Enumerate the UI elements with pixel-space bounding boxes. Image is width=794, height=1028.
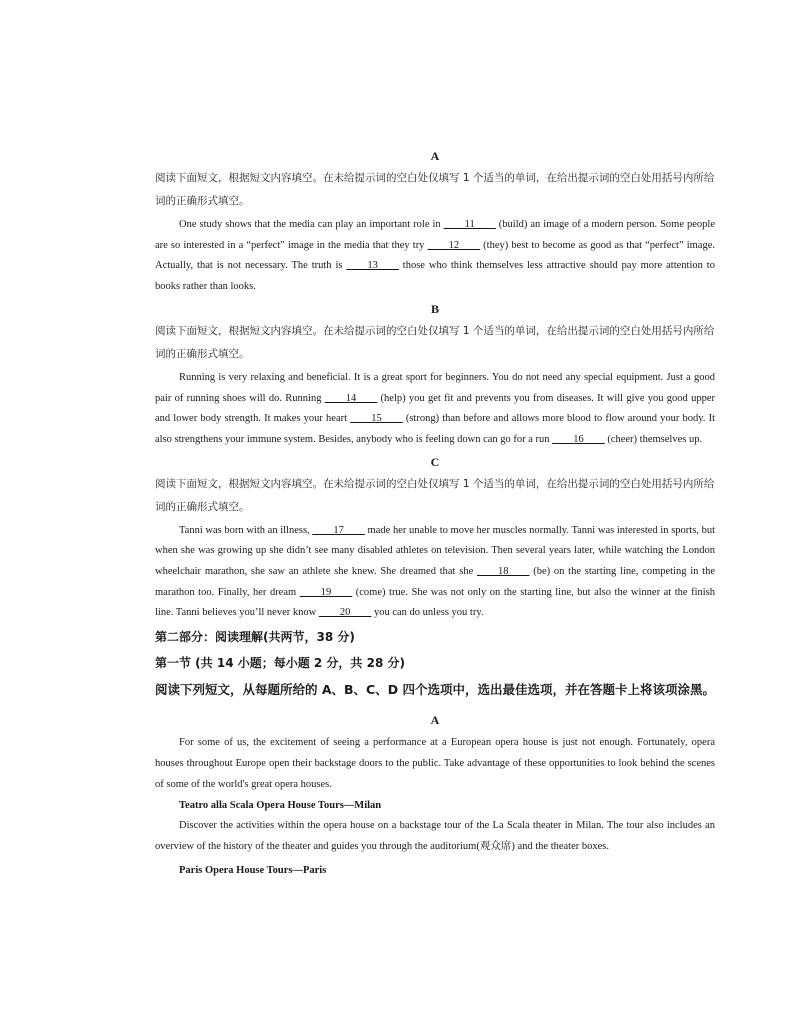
- section-c-instruction: 阅读下面短文，根据短文内容填空。在未给提示词的空白处仅填写 1 个适当的单词，在给出提示词的空白处用括号内所给词的正确形式填空。: [155, 477, 715, 513]
- section-b-passage: [155, 368, 715, 451]
- passage-text: (cheer) themselves up.: [604, 433, 703, 445]
- section-a-instruction: 阅读下面短文，根据短文内容填空。在未给提示词的空白处仅填写 1 个适当的单词，在给出提示词的空白处用括号内所给词的正确形式填空。: [155, 172, 715, 207]
- section-c-letter: C: [430, 454, 440, 469]
- passage-text: you can do unless you try.: [371, 607, 484, 619]
- passage-text: Running is very relaxing and beneficial. It is a great sport for beginners. You do not need any special equipment. Just a good pair of running shoes will do. Running: [155, 371, 715, 404]
- section-a-letter: A: [430, 149, 440, 163]
- blank-12: ____12____: [427, 239, 481, 251]
- page-content: [155, 145, 715, 881]
- passage-text: (strong) than before and allows more blood to flow around your body. It also strengthens your immune system. Besides, anybody who is feeling down can go for a run: [155, 413, 715, 445]
- passage-text: (build) an image of a modern person. Some people are so interested in a “perfect” image in the media that they try: [155, 219, 715, 251]
- blank-18: ____18____: [477, 566, 530, 578]
- passage-text: (they) best to become as good as that “perfect” image. Actually, that is not necessary. The truth is: [155, 239, 715, 272]
- part2-instruction: 阅读下列短文，从每题所给的 A、B、C、D 四个选项中，选出最佳选项，并在答题卡上将该项涂黑。: [155, 682, 715, 698]
- passage-text: (come) true. She was not only on the starting line, but also the winner at the finish line. Tanni believes you’ll never know: [155, 586, 715, 619]
- blank-17: ____17____: [312, 524, 365, 536]
- section-a-passage: [155, 215, 715, 298]
- blank-15: ____15____: [350, 413, 403, 425]
- passage-text: One study shows that the media can play an important role in: [179, 219, 444, 230]
- blank-13: ____13____: [346, 260, 399, 272]
- section-b-letter: B: [430, 301, 439, 316]
- passage-text: (be) on the starting line, competing in the marathon too. Finally, her dream: [155, 566, 715, 598]
- section-b-instruction: 阅读下面短文，根据短文内容填空。在未给提示词的空白处仅填写 1 个适当的单词，在给出提示词的空白处用括号内所给词的正确形式填空。: [155, 324, 715, 360]
- reading-a-intro: For some of us, the excitement of seeing a performance at a European opera house is just not enough. Fortunately, opera houses throughout Europe open their backstage doors to the public. Take advantage of these opportunities to look behind the scenes of some of the world's great opera houses.: [155, 737, 715, 790]
- passage-text: Tanni was born with an illness,: [179, 524, 313, 536]
- passage-text: those who think themselves less attractive should pay more attention to books rather than looks.: [155, 260, 715, 293]
- part2-section1-title: 第一节 (共 14 小题；每小题 2 分，共 28 分): [155, 656, 405, 671]
- blank-11: ____11____: [443, 219, 496, 230]
- part2-title: 第二部分：阅读理解(共两节，38 分): [155, 630, 355, 645]
- blank-14: ____14____: [324, 392, 378, 404]
- blank-20: ____20____: [318, 607, 372, 619]
- blank-19: ____19____: [299, 586, 353, 598]
- blank-16: ____16____: [552, 433, 605, 445]
- reading-a-letter: A: [430, 713, 440, 728]
- tour1-title: Teatro alla Scala Opera House Tours—Milan: [179, 800, 382, 812]
- section-c-passage: [155, 521, 715, 625]
- tour1-text: Discover the activities within the opera house on a backstage tour of the La Scala theater in Milan. The tour also includes an overview of the history of the theater and guides you through the auditorium(观众席) and the theater boxes.: [155, 820, 715, 852]
- passage-text: made her unable to move her muscles normally. Tanni was interested in sports, but when she was growing up she didn’t see many disabled athletes on television. Then several years later, while watching the London wheelchair marathon, she saw an athlete she knew. She dreamed that she: [155, 524, 715, 578]
- tour2-title: Paris Opera House Tours—Paris: [179, 864, 327, 876]
- passage-text: (help) you get fit and prevents you from diseases. It will give you good upper and lower body strength. It makes your heart: [155, 392, 716, 425]
